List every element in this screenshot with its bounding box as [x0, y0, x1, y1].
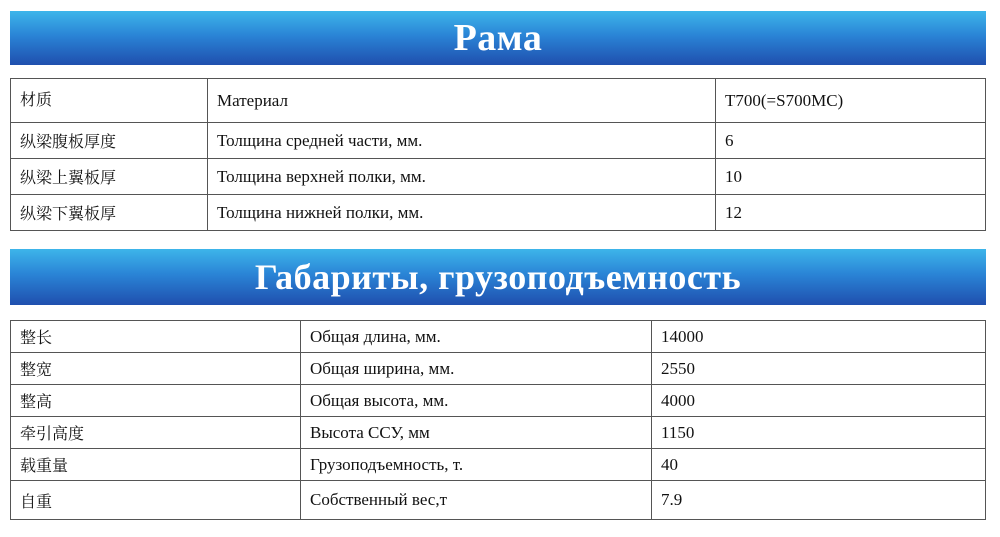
- spec-value: 40: [652, 449, 986, 481]
- spec-label-ru: Общая длина, мм.: [301, 321, 652, 353]
- spec-value: 2550: [652, 353, 986, 385]
- spec-value: 1150: [652, 417, 986, 449]
- frame-spec-table: [10, 78, 986, 231]
- spec-label-cn: 载重量: [11, 449, 301, 481]
- table-row: [11, 481, 986, 520]
- spec-label-cn: 整长: [11, 321, 301, 353]
- spec-label-ru: Собственный вес,т: [301, 481, 652, 520]
- spec-value: 14000: [652, 321, 986, 353]
- table-row: [11, 123, 986, 159]
- dimensions-section-title: Габариты, грузоподъемность: [10, 249, 986, 305]
- table-row: [11, 321, 986, 353]
- table-row: [11, 449, 986, 481]
- table-row: [11, 195, 986, 231]
- spec-label-cn: 整高: [11, 385, 301, 417]
- spec-value: 7.9: [652, 481, 986, 520]
- spec-value: 10: [716, 159, 986, 195]
- spec-label-cn: 纵梁上翼板厚: [11, 159, 208, 195]
- table-row: [11, 353, 986, 385]
- spec-label-ru: Толщина нижней полки, мм.: [208, 195, 716, 231]
- spec-label-ru: Материал: [208, 79, 716, 123]
- spec-label-cn: 整宽: [11, 353, 301, 385]
- table-row: [11, 159, 986, 195]
- spec-label-ru: Высота ССУ, мм: [301, 417, 652, 449]
- spec-label-ru: Общая высота, мм.: [301, 385, 652, 417]
- spec-value: 4000: [652, 385, 986, 417]
- spec-label-cn: 纵梁腹板厚度: [11, 123, 208, 159]
- spec-value: T700(=S700MC): [716, 79, 986, 123]
- spec-label-ru: Толщина верхней полки, мм.: [208, 159, 716, 195]
- spec-label-ru: Общая ширина, мм.: [301, 353, 652, 385]
- spec-value: 6: [716, 123, 986, 159]
- spec-label-ru: Толщина средней части, мм.: [208, 123, 716, 159]
- frame-section-title: Рама: [10, 11, 986, 65]
- spec-label-cn: 纵梁下翼板厚: [11, 195, 208, 231]
- table-row: [11, 79, 986, 123]
- spec-label-cn: 材质: [11, 79, 208, 123]
- spec-label-cn: 自重: [11, 481, 301, 520]
- table-row: [11, 385, 986, 417]
- spec-label-cn: 牵引高度: [11, 417, 301, 449]
- spec-label-ru: Грузоподъемность, т.: [301, 449, 652, 481]
- spec-value: 12: [716, 195, 986, 231]
- dimensions-spec-table: [10, 320, 986, 520]
- table-row: [11, 417, 986, 449]
